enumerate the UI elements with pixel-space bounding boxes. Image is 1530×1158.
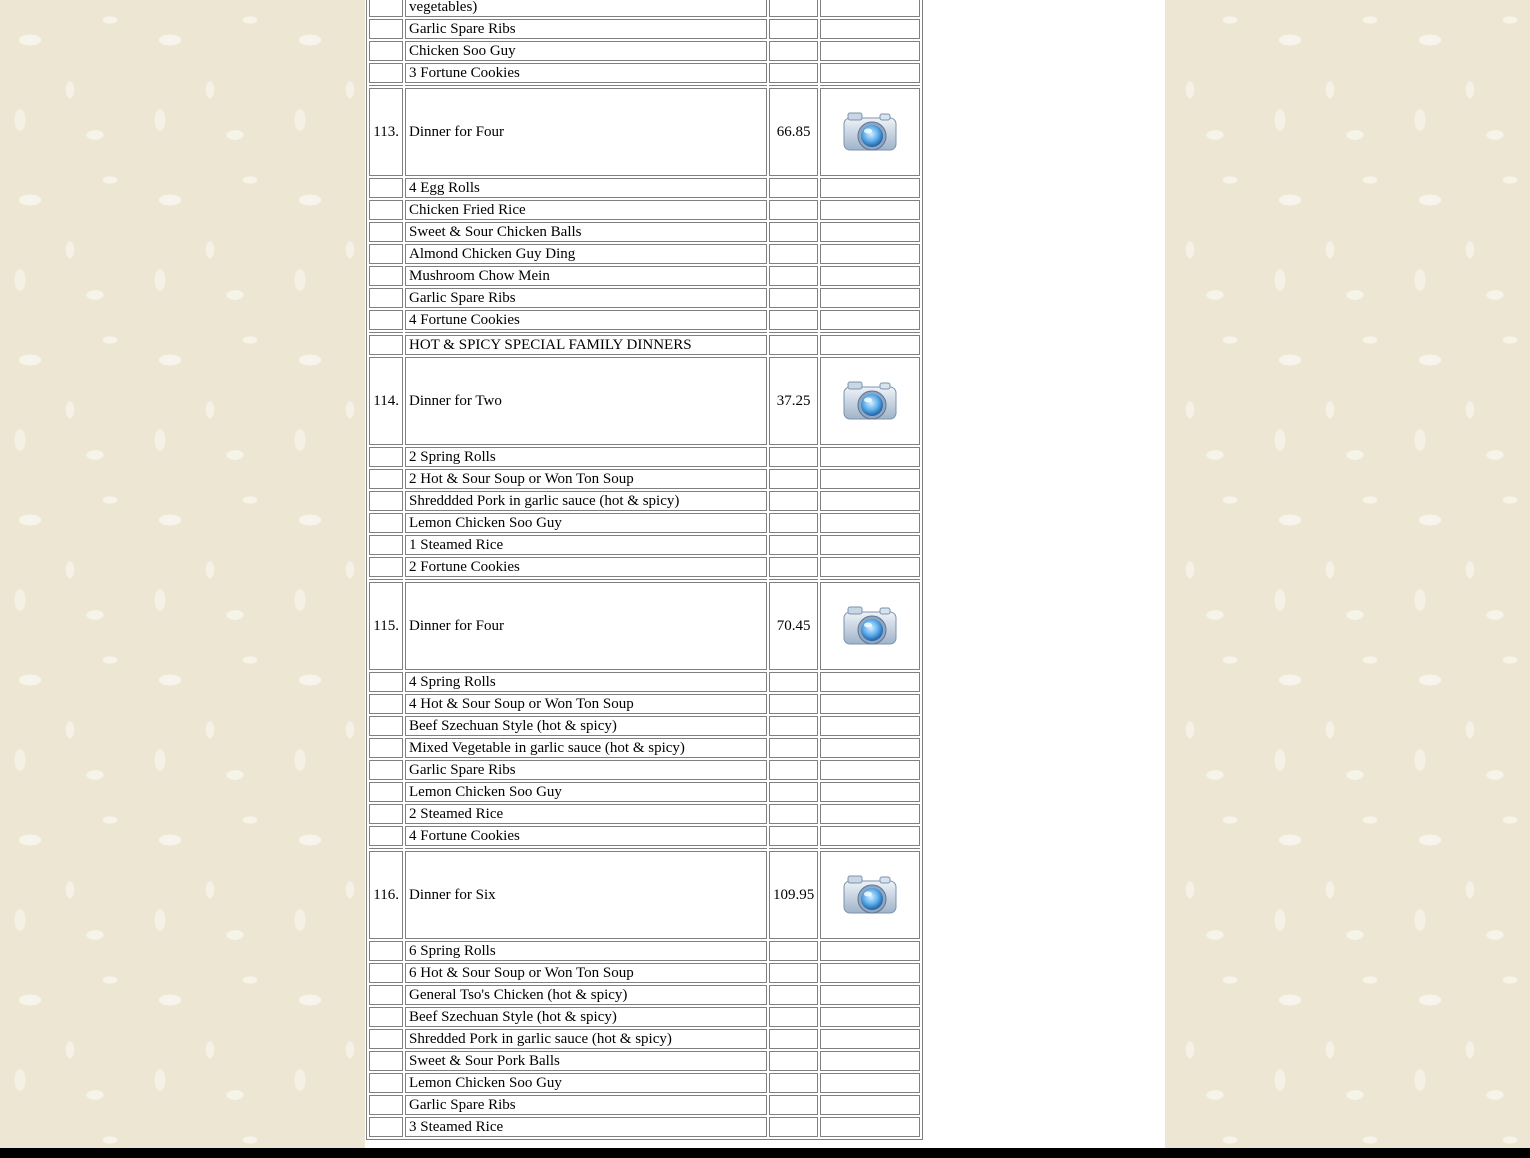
- menu-detail-row: [369, 41, 920, 61]
- detail-text: 6 Hot & Sour Soup or Won Ton Soup: [405, 963, 767, 983]
- menu-detail-row: [369, 244, 920, 264]
- detail-text: Garlic Spare Ribs: [405, 19, 767, 39]
- empty-cell: [820, 557, 920, 577]
- photo-link[interactable]: [820, 357, 920, 445]
- empty-cell: [769, 1029, 818, 1049]
- empty-cell: [769, 310, 818, 330]
- empty-cell: [820, 1095, 920, 1115]
- detail-text: Mushroom Chow Mein: [405, 266, 767, 286]
- menu-detail-row: [369, 513, 920, 533]
- empty-cell: [369, 1051, 403, 1071]
- empty-cell: [769, 985, 818, 1005]
- menu-detail-row: [369, 288, 920, 308]
- item-name: Dinner for Four: [405, 88, 767, 176]
- empty-cell: [820, 760, 920, 780]
- empty-cell: [769, 716, 818, 736]
- item-name: Dinner for Six: [405, 851, 767, 939]
- empty-cell: [820, 826, 920, 846]
- menu-detail-row: [369, 200, 920, 220]
- empty-cell: [769, 760, 818, 780]
- separator-cell: [405, 848, 767, 849]
- detail-text: Garlic Spare Ribs: [405, 1095, 767, 1115]
- empty-cell: [369, 782, 403, 802]
- menu-detail-row: [369, 672, 920, 692]
- separator-cell: [820, 85, 920, 86]
- empty-cell: [769, 447, 818, 467]
- empty-cell: [369, 19, 403, 39]
- empty-cell: [369, 804, 403, 824]
- empty-cell: [369, 1095, 403, 1115]
- menu-item-row: [369, 582, 920, 670]
- detail-text: Chicken Fried Rice: [405, 200, 767, 220]
- detail-text: 2 Fortune Cookies: [405, 557, 767, 577]
- menu-page: [365, 0, 1165, 1158]
- empty-cell: [820, 222, 920, 242]
- empty-cell: [369, 310, 403, 330]
- empty-cell: [369, 491, 403, 511]
- detail-text: HOT & SPICY SPECIAL FAMILY DINNERS: [405, 335, 767, 355]
- empty-cell: [769, 0, 818, 17]
- empty-cell: [820, 19, 920, 39]
- empty-cell: [369, 0, 403, 17]
- empty-cell: [369, 826, 403, 846]
- detail-text: Shredded Pork in garlic sauce (hot & spicy): [405, 1029, 767, 1049]
- empty-cell: [369, 985, 403, 1005]
- empty-cell: [369, 447, 403, 467]
- detail-text: 2 Hot & Sour Soup or Won Ton Soup: [405, 469, 767, 489]
- menu-detail-row: [369, 1117, 920, 1137]
- detail-text: 3 Fortune Cookies: [405, 63, 767, 83]
- separator-cell: [405, 85, 767, 86]
- empty-cell: [820, 985, 920, 1005]
- menu-detail-row: [369, 535, 920, 555]
- detail-text: Lemon Chicken Soo Guy: [405, 513, 767, 533]
- separator-row: [369, 85, 920, 86]
- menu-detail-row: [369, 63, 920, 83]
- menu-detail-row: [369, 491, 920, 511]
- separator-cell: [820, 848, 920, 849]
- empty-cell: [820, 447, 920, 467]
- item-number: 116.: [369, 851, 403, 939]
- empty-cell: [769, 1117, 818, 1137]
- empty-cell: [820, 1007, 920, 1027]
- camera-icon[interactable]: [840, 106, 900, 158]
- empty-cell: [369, 760, 403, 780]
- empty-cell: [369, 469, 403, 489]
- empty-cell: [820, 1073, 920, 1093]
- detail-text: 4 Fortune Cookies: [405, 826, 767, 846]
- empty-cell: [820, 716, 920, 736]
- item-number: 115.: [369, 582, 403, 670]
- menu-detail-row: [369, 1029, 920, 1049]
- empty-cell: [769, 694, 818, 714]
- empty-cell: [820, 738, 920, 758]
- empty-cell: [369, 288, 403, 308]
- detail-text: Almond Chicken Guy Ding: [405, 244, 767, 264]
- detail-text: Sweet & Sour Pork Balls: [405, 1051, 767, 1071]
- separator-cell: [369, 848, 403, 849]
- menu-detail-row: [369, 222, 920, 242]
- empty-cell: [769, 469, 818, 489]
- menu-detail-row: [369, 941, 920, 961]
- separator-cell: [405, 579, 767, 580]
- item-price: 109.95: [769, 851, 818, 939]
- empty-cell: [820, 178, 920, 198]
- item-number: 114.: [369, 357, 403, 445]
- item-number: 113.: [369, 88, 403, 176]
- detail-text: 4 Spring Rolls: [405, 672, 767, 692]
- detail-text: 6 Spring Rolls: [405, 941, 767, 961]
- empty-cell: [769, 491, 818, 511]
- empty-cell: [820, 1051, 920, 1071]
- empty-cell: [369, 694, 403, 714]
- empty-cell: [820, 694, 920, 714]
- detail-text: Sweet & Sour Chicken Balls: [405, 222, 767, 242]
- menu-detail-row: [369, 469, 920, 489]
- item-name: Dinner for Two: [405, 357, 767, 445]
- empty-cell: [369, 1029, 403, 1049]
- menu-detail-row: [369, 826, 920, 846]
- menu-detail-row: [369, 310, 920, 330]
- empty-cell: [769, 178, 818, 198]
- separator-row: [369, 579, 920, 580]
- menu-detail-row: [369, 19, 920, 39]
- empty-cell: [369, 513, 403, 533]
- menu-item-row: [369, 357, 920, 445]
- separator-cell: [769, 848, 818, 849]
- detail-text: General Tso's Chicken (hot & spicy): [405, 985, 767, 1005]
- detail-text: Chicken Soo Guy: [405, 41, 767, 61]
- menu-detail-row: [369, 447, 920, 467]
- empty-cell: [820, 266, 920, 286]
- empty-cell: [369, 200, 403, 220]
- menu-detail-row: [369, 1051, 920, 1071]
- empty-cell: [369, 672, 403, 692]
- empty-cell: [369, 557, 403, 577]
- separator-cell: [405, 332, 767, 333]
- detail-text: vegetables): [405, 0, 767, 17]
- empty-cell: [369, 244, 403, 264]
- empty-cell: [769, 244, 818, 264]
- empty-cell: [369, 716, 403, 736]
- detail-text: Lemon Chicken Soo Guy: [405, 782, 767, 802]
- photo-link[interactable]: [820, 851, 920, 939]
- empty-cell: [820, 782, 920, 802]
- empty-cell: [369, 335, 403, 355]
- detail-text: 1 Steamed Rice: [405, 535, 767, 555]
- menu-detail-row: [369, 1073, 920, 1093]
- menu-detail-row: [369, 0, 920, 17]
- empty-cell: [369, 222, 403, 242]
- empty-cell: [820, 1029, 920, 1049]
- empty-cell: [820, 535, 920, 555]
- empty-cell: [820, 200, 920, 220]
- empty-cell: [820, 41, 920, 61]
- empty-cell: [820, 335, 920, 355]
- empty-cell: [820, 1117, 920, 1137]
- empty-cell: [769, 266, 818, 286]
- menu-detail-row: [369, 335, 920, 355]
- photo-link[interactable]: [820, 88, 920, 176]
- item-name: Dinner for Four: [405, 582, 767, 670]
- menu-detail-row: [369, 716, 920, 736]
- empty-cell: [369, 1117, 403, 1137]
- empty-cell: [769, 672, 818, 692]
- empty-cell: [820, 469, 920, 489]
- separator-cell: [820, 332, 920, 333]
- menu-detail-row: [369, 782, 920, 802]
- empty-cell: [820, 310, 920, 330]
- detail-text: Beef Szechuan Style (hot & spicy): [405, 716, 767, 736]
- empty-cell: [369, 63, 403, 83]
- detail-text: Garlic Spare Ribs: [405, 760, 767, 780]
- empty-cell: [369, 963, 403, 983]
- menu-detail-row: [369, 178, 920, 198]
- empty-cell: [769, 41, 818, 61]
- separator-cell: [369, 579, 403, 580]
- empty-cell: [820, 941, 920, 961]
- empty-cell: [769, 288, 818, 308]
- menu-detail-row: [369, 738, 920, 758]
- empty-cell: [769, 826, 818, 846]
- separator-row: [369, 848, 920, 849]
- empty-cell: [769, 1051, 818, 1071]
- detail-text: Garlic Spare Ribs: [405, 288, 767, 308]
- menu-detail-row: [369, 760, 920, 780]
- menu-item-row: [369, 851, 920, 939]
- separator-cell: [769, 332, 818, 333]
- detail-text: Beef Szechuan Style (hot & spicy): [405, 1007, 767, 1027]
- menu-item-row: [369, 88, 920, 176]
- menu-detail-row: [369, 1095, 920, 1115]
- item-price: 37.25: [769, 357, 818, 445]
- bottom-bar: [0, 1148, 1530, 1158]
- camera-icon[interactable]: [840, 600, 900, 652]
- photo-link[interactable]: [820, 582, 920, 670]
- empty-cell: [369, 738, 403, 758]
- camera-icon[interactable]: [840, 869, 900, 921]
- empty-cell: [820, 963, 920, 983]
- empty-cell: [369, 1007, 403, 1027]
- empty-cell: [769, 535, 818, 555]
- menu-detail-row: [369, 985, 920, 1005]
- empty-cell: [820, 0, 920, 17]
- empty-cell: [769, 1073, 818, 1093]
- separator-cell: [369, 332, 403, 333]
- detail-text: Lemon Chicken Soo Guy: [405, 1073, 767, 1093]
- detail-text: 2 Steamed Rice: [405, 804, 767, 824]
- menu-table: [366, 0, 923, 1140]
- empty-cell: [769, 738, 818, 758]
- empty-cell: [820, 244, 920, 264]
- empty-cell: [820, 288, 920, 308]
- menu-table-body: [369, 0, 920, 1137]
- empty-cell: [369, 41, 403, 61]
- menu-detail-row: [369, 557, 920, 577]
- separator-row: [369, 332, 920, 333]
- camera-icon[interactable]: [840, 375, 900, 427]
- empty-cell: [369, 941, 403, 961]
- empty-cell: [769, 1007, 818, 1027]
- empty-cell: [369, 1073, 403, 1093]
- empty-cell: [369, 266, 403, 286]
- detail-text: 4 Hot & Sour Soup or Won Ton Soup: [405, 694, 767, 714]
- detail-text: Shreddded Pork in garlic sauce (hot & spicy): [405, 491, 767, 511]
- empty-cell: [769, 200, 818, 220]
- empty-cell: [369, 178, 403, 198]
- item-price: 70.45: [769, 582, 818, 670]
- separator-cell: [769, 579, 818, 580]
- separator-cell: [820, 579, 920, 580]
- menu-detail-row: [369, 694, 920, 714]
- empty-cell: [769, 963, 818, 983]
- empty-cell: [769, 941, 818, 961]
- empty-cell: [769, 222, 818, 242]
- separator-cell: [369, 85, 403, 86]
- empty-cell: [769, 63, 818, 83]
- menu-detail-row: [369, 804, 920, 824]
- empty-cell: [820, 672, 920, 692]
- menu-detail-row: [369, 963, 920, 983]
- detail-text: 2 Spring Rolls: [405, 447, 767, 467]
- empty-cell: [769, 804, 818, 824]
- menu-detail-row: [369, 266, 920, 286]
- detail-text: 4 Egg Rolls: [405, 178, 767, 198]
- empty-cell: [769, 19, 818, 39]
- detail-text: Mixed Vegetable in garlic sauce (hot & spicy): [405, 738, 767, 758]
- empty-cell: [769, 513, 818, 533]
- empty-cell: [769, 1095, 818, 1115]
- empty-cell: [369, 535, 403, 555]
- empty-cell: [820, 491, 920, 511]
- empty-cell: [820, 513, 920, 533]
- empty-cell: [820, 804, 920, 824]
- menu-detail-row: [369, 1007, 920, 1027]
- item-price: 66.85: [769, 88, 818, 176]
- detail-text: 3 Steamed Rice: [405, 1117, 767, 1137]
- separator-cell: [769, 85, 818, 86]
- empty-cell: [769, 335, 818, 355]
- empty-cell: [820, 63, 920, 83]
- detail-text: 4 Fortune Cookies: [405, 310, 767, 330]
- empty-cell: [769, 782, 818, 802]
- empty-cell: [769, 557, 818, 577]
